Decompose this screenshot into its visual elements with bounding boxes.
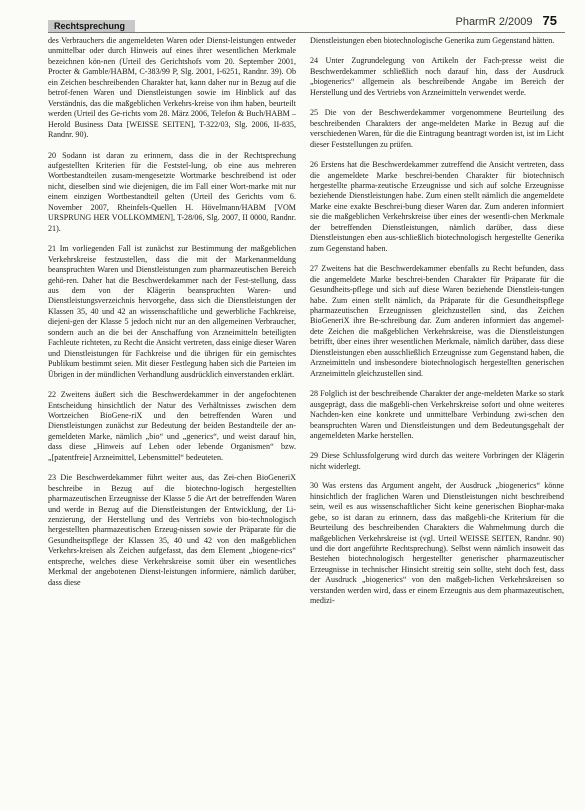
paragraph: 22 Zweitens äußert sich die Beschwerdekammer in der angefochtenen Entscheidung hinsichtlich der Natur des Verhältnisses zwischen dem Wortzeichen BioGene-riX und den betreffenden Waren und Dienstleistungen zunächst zur Bedeutung der beiden Bestandteile der an-gemeldeten Marke, nämlich „bio“ und „generics“, und weist darauf hin, dass diese „Hinweis auf Leben oder lebende Organismen“ bzw. „[patentfreie] Arzneimittel, Lebensmittel“ bedeuteten. <box>48 390 296 462</box>
paragraph: Dienstleistungen eben biotechnologische Generika zum Gegenstand hätten. <box>310 36 555 45</box>
journal-name: PharmR 2/2009 <box>455 16 533 28</box>
page-number: 75 <box>542 13 557 28</box>
paragraph: 20 Sodann ist daran zu erinnern, dass die in der Rechtsprechung aufgestellten Kriterien für die Feststel-lung, ob eine aus mehreren Wortbestandteilen zusam-mengesetzte Wortmarke beschreibend ist oder nicht, dieselben sind wie diejenigen, die im Fall einer Wort-marke mit nur einem einzigen Wortbestandteil gelten (Urteil des Gerichts vom 6. November 2007, Rheinfels-Quellen H. Hövelmann/HABM [VOM URSPRUNG HER VOLLKOMMEN], T-28/06, Slg. 2007, II 0000, Randnr. 21). <box>48 150 296 233</box>
paragraph: 26 Erstens hat die Beschwerdekammer zutreffend die Ansicht vertreten, dass die angemeldete Marke beschrei-benden Charakter für biotechnisch hergestellte pharma-zeutische Erzeugnisse und sich auf solche Erzeugnisse beziehende Dienstleistungen habe. Zum einen stellt nämlich die angemeldete Marke eine exakte Beschrei-bung dieser Waren dar. Zum anderen informiert sie die maßgeblichen Verkehrskreise über eines der wesentli-chen Merkmale der betreffenden Dienstleistungen, nämlich darüber, dass diese Dienstleistungen eben aus-schließlich biotechnologisch hergestellte Generika zum Gegenstand haben. <box>310 160 564 253</box>
left-column <box>48 36 296 806</box>
header-divider <box>48 32 565 33</box>
paragraph: 27 Zweitens hat die Beschwerdekammer ebenfalls zu Recht befunden, dass die angemeldete Marke beschrei-benden Charakter für Präparate für die Gesundheits-pflege und sich auf diese Waren beziehende Dienstleis-tungen habe. Zum einen stellt nämlich, da Präparate für die Gesundheitspflege pharmazeutischen Erzeugnissen gleichzustellen sind, das Zeichen BioGeneriX ihre Be-schreibung dar. Zum anderen informiert das angemel-dete Zeichen die maßgeblichen Verkehrskreise, was die Dienstleistungen betrifft, über eines ihrer wesentlichen Merkmale, nämlich darüber, dass diese Dienstleistungen eben ausschließlich Erzeugnisse zum Gegenstand haben, die Arzneimitteln und insbesondere biotechnologisch hergestellten generischen Arzneimitteln gleichzustellen sind. <box>310 264 564 378</box>
journal-reference <box>455 13 557 28</box>
paragraph: 29 Diese Schlussfolgerung wird durch das weitere Vorbringen der Klägerin nicht widerlegt. <box>310 451 564 471</box>
page-header <box>0 0 585 36</box>
paragraph: 23 Die Beschwerdekammer führt weiter aus, das Zei-chen BioGeneriX beschreibe in Bezug auf die biotechno-logisch hergestellten pharmazeutischen Erzeugnisse der Klasse 5 die Art der betreffenden Waren und werde in Bezug auf die Dienstleistungen der Entwicklung, der Li-zenzierung, der Herstellung und des Vertriebs von bio-technologisch hergestellten pharmazeutischen Erzeug-nissen sowie der Präparate für die Gesundheitspflege der Klassen 35, 40 und 42 von den maßgeblichen Verkehrs-kreisen als Zeichen aufgefasst, das dem Element „biogene-rics“ entspreche, welches diese Verkehrskreise somit über ein wesentliches Merkmal der angebotenen Dienst-leistungen informiere, nämlich darüber, dass diese <box>48 473 296 587</box>
paragraph: 25 Die von der Beschwerdekammer vorgenommene Beurteilung des beschreibenden Charakters der ange-meldeten Marke in Bezug auf die verschiedenen Waren, für die die Eintragung beantragt worden ist, ist im Licht dieser Feststellungen zu prüfen. <box>310 108 564 149</box>
paragraph: 30 Was erstens das Argument angeht, der Ausdruck „biogenerics“ könne hinsichtlich der fraglichen Waren und Dienstleistungen nicht beschreibend sein, weil es aus wissenschaftlicher Sicht keine generischen Biophar-maka gebe, so ist daran zu erinnern, dass das maßgebli-che Kriterium für die Beurteilung des beschreibenden Charakters die Wahrnehmung durch die maßgeblichen Verkehrskreise ist (vgl. Urteil WEISSE SEITEN, Randnr. 90) und die dort angeführte Rechtsprechung). Selbst wenn nämlich insoweit das Bestehen biotechnologisch hergestellter generischer pharmazeutischer Erzeugnisse in technischer Hinsicht streitig sein sollte, steht doch fest, dass der Ausdruck „biogenerics“ von den maßgeb-lichen Verkehrskreisen so verstanden werden wird, dass er einem Erzeugnis aus dem pharmazeutischen, medizi- <box>310 481 564 606</box>
paragraph: 28 Folglich ist der beschreibende Charakter der ange-meldeten Marke so stark ausgeprägt, dass die maßgebli-chen Verkehrskreise sofort und ohne weiteres Nachden-ken eine konkrete und unmittelbare Verbindung zwi-schen den beanspruchten Waren und Dienstleistungen und dem Bedeutungsgehalt der angemeldeten Marke herstellen. <box>310 389 564 440</box>
paragraph: 24 Unter Zugrundelegung von Artikeln der Fach-presse weist die Beschwerdekammer schließlich noch darauf hin, dass der Ausdruck „biogenerics“ allgemein als beschreibende Angabe im Bereich der Herstellung und des Vertriebs von Arzneimitteln verwendet werde. <box>310 56 564 97</box>
right-column <box>310 36 564 806</box>
section-label: Rechtsprechung <box>48 20 135 32</box>
paragraph: des Verbrauchers die angemeldeten Waren oder Dienst-leistungen entweder unmittelbar oder durch Hinweis auf eines ihrer wesentlichen Merkmale bezeichnen kön-nen (Urteil des Gerichtshofs vom 20. September 2001, Procter & Gamble/HABM, C-383/99 P, Slg. 2001, I-6251, Randnr. 39). Ob ein Zeichen beschreibenden Charakter hat, kann daher nur in Bezug auf die betrof-fenen Waren und Dienstleistungen sowie im Hinblick auf das Verständnis, das die maßgeblichen Verkehrs-kreise von ihm haben, beurteilt werden (Urteil des Ge-richts vom 28. März 2006, Telefon & Buch/HABM – Herold Business Data [WEISSE SEITEN], T-322/03, Slg. 2006, II-835, Randnr. 90). <box>48 36 296 140</box>
paragraph: 21 Im vorliegenden Fall ist zunächst zur Bestimmung der maßgeblichen Verkehrskreise festzustellen, dass die mit der Markenanmeldung beanspruchten Waren und Dienstleistungen zum pharmazeutischen Bereich gehö-ren. Daher hat die Beschwerdekammer nach der Fest-stellung, dass aus dem von der Klägerin beanspruchten Waren- und Dienstleistungsverzeichnis hervorgehe, dass sich die Dienstleistungen der Klassen 35, 40 und 42 an wissenschaftliche und gewerbliche Fachkreise, diejeni-gen der Klasse 5 jedoch nicht nur an den allgemeinen Verbraucher, sondern auch an die bei der Anschaffung von Arzneimitteln beteiligten Fachleute richteten, zu Recht die Ansicht vertreten, dass einige dieser Waren und Dienstleistungen für Fachkreise und die übrigen für ein gemischtes Publikum bestimmt seien. Mit dieser Festlegung haben sich die Parteien im Übrigen in der mündlichen Verhandlung ausdrücklich einverstanden erklärt. <box>48 244 296 379</box>
